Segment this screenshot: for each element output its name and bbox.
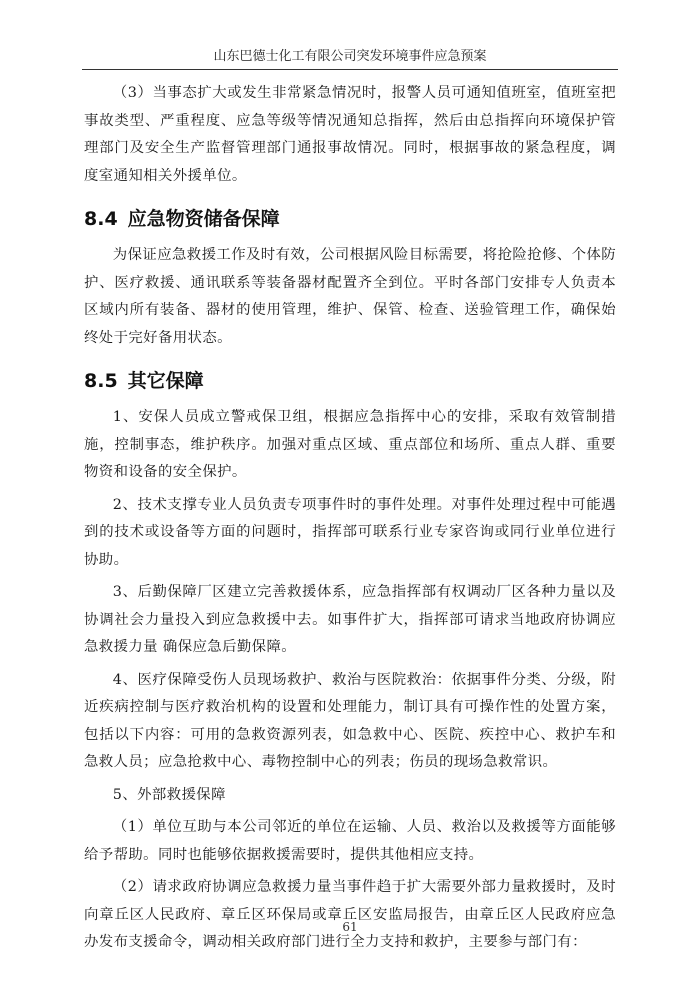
paragraph-mutual-aid: （1）单位互助与本公司邻近的单位在运输、人员、救治以及救援等方面能够给予帮助。同时也能够依据救援需要时，提供其他相应支持。 <box>84 819 616 863</box>
section-heading-8-5 <box>84 368 616 394</box>
paragraph-logistics: 3、后勤保障厂区建立完善救援体系，应急指挥部有权调动厂区各种力量以及协调社会力量投入到应急救援中去。如事件扩大，指挥部可请求当地政府协调应急救援力量 确保应急后勤保障。 <box>84 584 616 655</box>
document-body <box>84 80 616 962</box>
page-number: 61 <box>342 920 358 934</box>
paragraph-notify-escalation: （3）当事态扩大或发生非常紧急情况时，报警人员可通知值班室，值班室把事故类型、严重程度、应急等级等情况通知总指挥，然后由总指挥向环境保护管理部门及安全生产监督管理部门通报事故情况。同时，根据事故的紧急程度，调度室通知相关外援单位。 <box>84 85 616 184</box>
section-number: 8.4 <box>84 208 118 230</box>
paragraph-external-rescue-heading: 5、外部救援保障 <box>112 786 226 803</box>
section-heading-8-4 <box>84 206 616 232</box>
section-title: 其它保障 <box>127 370 204 392</box>
section-title: 应急物资储备保障 <box>127 208 280 230</box>
paragraph-government-request: （2）请求政府协调应急救援力量当事件趋于扩大需要外部力量救援时，及时向章丘区人民政府、章丘区环保局或章丘区安监局报告，由章丘区人民政府应急办发布支援命令，调动相关政府部门进行全力支持和救护，主要参与部门有： <box>84 879 616 950</box>
paragraph-medical: 4、医疗保障受伤人员现场救护、救治与医院救治：依据事件分类、分级，附近疾病控制与医疗救治机构的设置和处理能力，制订具有可操作性的处置方案，包括以下内容：可用的急救资源列表，如急救中心、医院、疾控中心、救护车和急救人员；应急抢救中心、毒物控制中心的列表；伤员的现场急救常识。 <box>84 671 616 770</box>
page-header-title: 山东巴德士化工有限公司突发环境事件应急预案 <box>213 49 487 64</box>
header-divider <box>82 69 618 70</box>
paragraph-technical-support: 2、技术支撑专业人员负责专项事件时的事件处理。对事件处理过程中可能遇到的技术或设备等方面的问题时，指挥部可联系行业专家咨询或同行业单位进行协助。 <box>84 496 616 568</box>
paragraph-material-reserve: 为保证应急救援工作及时有效，公司根据风险目标需要，将抢险抢修、个体防护、医疗救援、通讯联系等装备器材配置齐全到位。平时各部门安排专人负责本区域内所有装备、器材的使用管理，维护、保管、检查、送验管理工作，确保始终处于完好备用状态。 <box>84 247 616 346</box>
section-number: 8.5 <box>84 370 118 392</box>
paragraph-security-guard: 1、安保人员成立警戒保卫组，根据应急指挥中心的安排，采取有效管制措施，控制事态，维护秩序。加强对重点区域、重点部位和场所、重点人群、重要物资和设备的安全保护。 <box>84 409 616 480</box>
